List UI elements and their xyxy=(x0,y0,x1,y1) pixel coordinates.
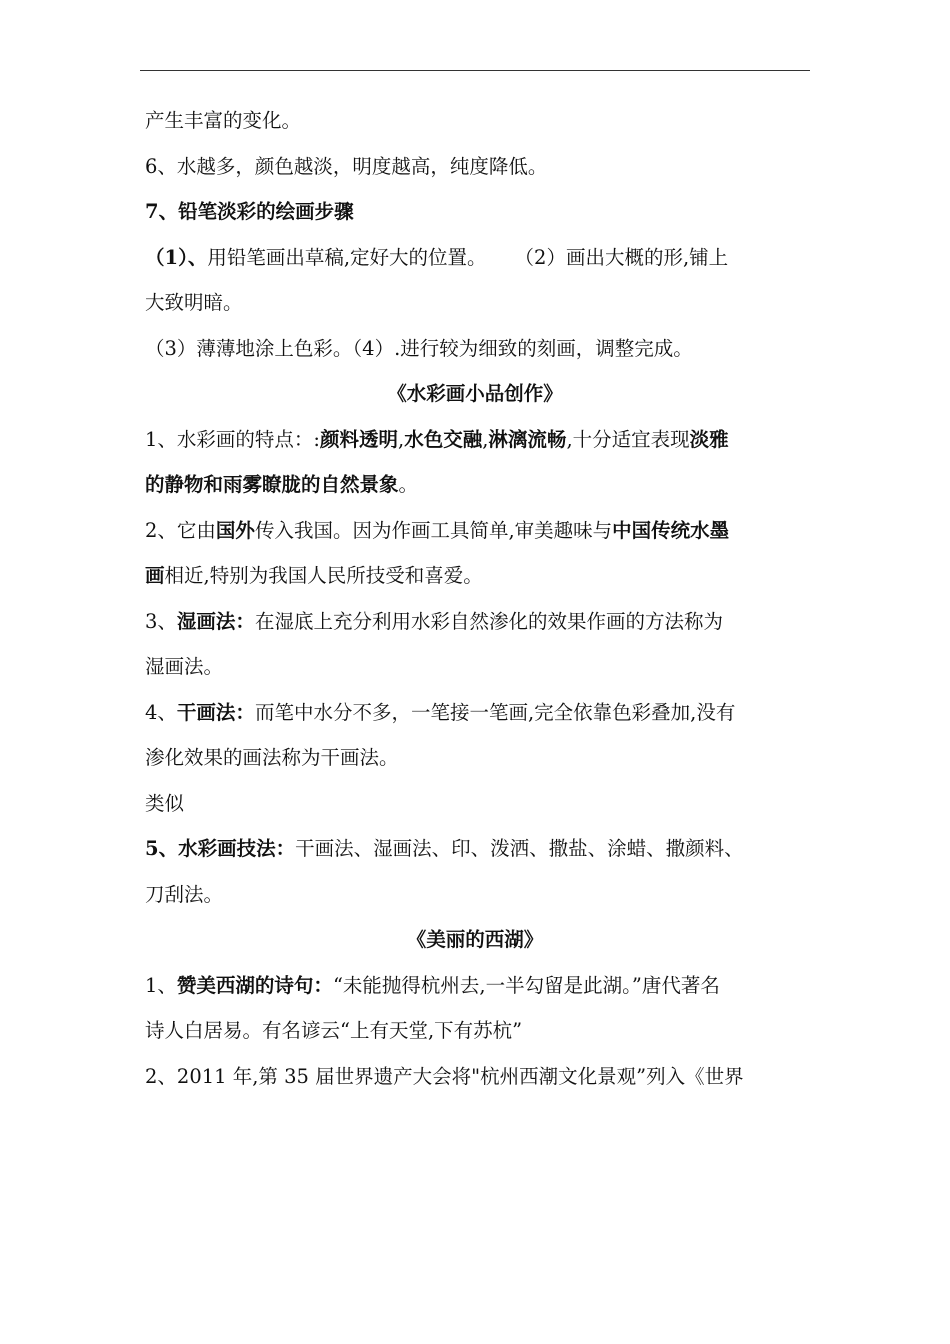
bold-run: 的静物和雨雾瞭胧的自然景象 xyxy=(145,473,399,496)
text-line xyxy=(145,462,825,508)
chapter-title-text: 《水彩画小品创作》 xyxy=(387,382,563,405)
text-line: 大致明暗。 xyxy=(145,291,243,314)
text-line: 渗化效果的画法称为干画法。 xyxy=(145,746,399,769)
text-line xyxy=(145,508,825,554)
bold-run: 水色交融 xyxy=(404,427,483,451)
text-line xyxy=(145,690,825,736)
bold-run: 湿画法： xyxy=(176,609,255,633)
text-run: 1、水彩画的特点：: xyxy=(145,427,320,451)
text-line: 刀刮法。 xyxy=(145,882,224,906)
text-run: 2、它由 xyxy=(145,518,216,542)
text-line: 湿画法。 xyxy=(145,655,224,678)
text-line xyxy=(145,963,825,1009)
bold-run: 干画法： xyxy=(176,700,255,724)
bold-run: 中国传统水墨 xyxy=(612,518,730,542)
chapter-title xyxy=(145,371,805,417)
bold-run: 赞美西湖的诗句： xyxy=(176,973,333,997)
text-run: 而笔中水分不多，一笔接一笔画,完全依靠色彩叠加,没有 xyxy=(254,700,736,724)
text-run: 1、 xyxy=(145,973,177,997)
bold-run: 画 xyxy=(145,564,165,587)
text-line xyxy=(145,417,825,463)
text-line: 类似 xyxy=(145,791,185,815)
header-rule xyxy=(140,70,810,71)
step-text: 用铅笔画出草稿,定好大的位置。 xyxy=(207,245,487,269)
text-line: （3）薄薄地涂上色彩。（4）.进行较为细致的刻画，调整完成。 xyxy=(145,336,693,360)
text-run: 3、 xyxy=(145,609,177,633)
text-run: , xyxy=(482,427,489,451)
text-run: 。 xyxy=(398,473,419,496)
text-line xyxy=(145,235,825,281)
text-line xyxy=(145,599,825,645)
bold-run: 国外 xyxy=(215,518,255,542)
bold-run: 淡雅 xyxy=(689,427,729,451)
chapter-title xyxy=(145,917,805,963)
bold-run: 淋漓流畅 xyxy=(488,427,567,451)
step-number: （1）、 xyxy=(145,245,208,269)
section-heading xyxy=(145,189,825,235)
text-run: 传入我国。因为作画工具简单,审美趣味与 xyxy=(254,518,613,542)
chapter-title-text: 《美丽的西湖》 xyxy=(406,928,544,951)
document-body xyxy=(145,98,825,1099)
bold-run: 5、水彩画技法： xyxy=(145,837,296,860)
text-run: 4、 xyxy=(145,700,177,724)
text-run: “未能抛得杭州去,一半勾留是此湖。”唐代著名 xyxy=(332,973,720,997)
text-line xyxy=(145,553,825,599)
text-run: ,十分适宜表现 xyxy=(566,427,690,451)
bold-run: 颜料透明 xyxy=(319,427,398,451)
text-line: 6、水越多，颜色越淡，明度越高，纯度降低。 xyxy=(145,154,548,178)
text-run: , xyxy=(398,427,405,451)
text-run: 干画法、湿画法、印、泼洒、撒盐、涂蜡、撒颜料、 xyxy=(295,837,744,860)
text-run: 在湿底上充分利用水彩自然渗化的效果作画的方法称为 xyxy=(254,609,723,633)
text-line: 诗人白居易。有名谚云“上有天堂,下有苏杭” xyxy=(145,1019,523,1042)
text-line: 产生丰富的变化。 xyxy=(145,109,302,132)
step-text: （2）画出大概的形,铺上 xyxy=(514,245,729,269)
text-run: 相近,特别为我国人民所技受和喜爱。 xyxy=(164,564,483,587)
text-line: 2、2011 年,第 35 届世界遗产大会将"杭州西潮文化景观”列入《世界 xyxy=(145,1064,744,1088)
heading-text: 7、铅笔淡彩的绘画步骤 xyxy=(145,200,354,223)
text-line xyxy=(145,826,825,872)
